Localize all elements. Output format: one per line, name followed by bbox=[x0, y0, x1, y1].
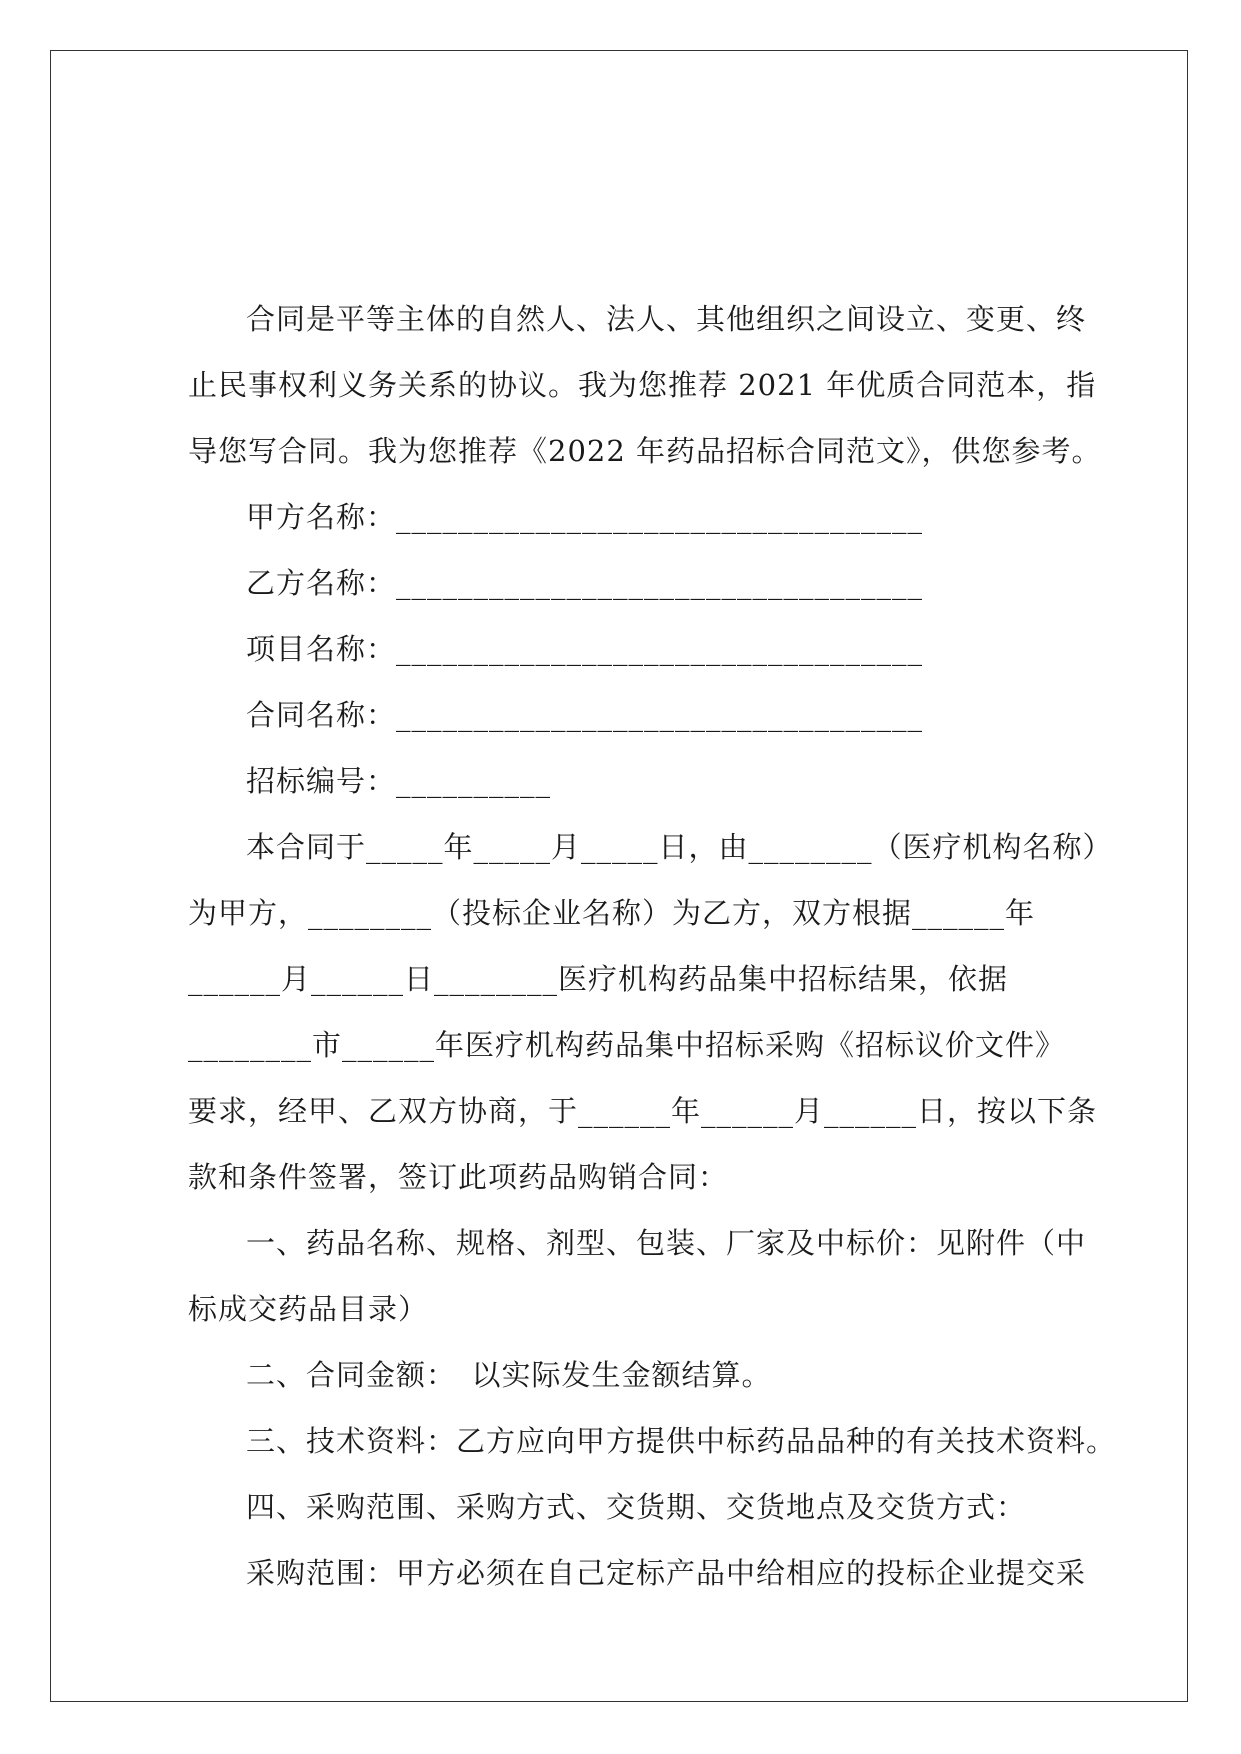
intro-line-2: 止民事权利义务关系的协议。我为您推荐 2021 年优质合同范本，指 bbox=[188, 368, 1097, 402]
clause-1-line-2: 标成交药品目录） bbox=[188, 1292, 429, 1326]
clause-1-line-1: 一、药品名称、规格、剂型、包装、厂家及中标价：见附件（中 bbox=[246, 1226, 1087, 1260]
contract-name-field: 合同名称：__________________________________ bbox=[246, 698, 924, 732]
contract-paragraph-line-5: 要求，经甲、乙双方协商，于______年______月______日，按以下条 bbox=[188, 1094, 1098, 1128]
party-a-name-field: 甲方名称：__________________________________ bbox=[246, 500, 924, 534]
intro-line-1: 合同是平等主体的自然人、法人、其他组织之间设立、变更、终 bbox=[246, 302, 1087, 336]
intro-line-3: 导您写合同。我为您推荐《2022 年药品招标合同范文》，供您参考。 bbox=[188, 434, 1102, 468]
contract-paragraph-line-6: 款和条件签署，签订此项药品购销合同： bbox=[188, 1160, 729, 1194]
contract-paragraph-line-2: 为甲方，________（投标企业名称）为乙方，双方根据______年 bbox=[188, 896, 1036, 930]
clause-4-scope: 采购范围：甲方必须在自己定标产品中给相应的投标企业提交采 bbox=[246, 1556, 1087, 1590]
contract-paragraph-line-1: 本合同于_____年_____月_____日，由________（医疗机构名称） bbox=[246, 830, 1113, 864]
contract-paragraph-line-4: ________市______年医疗机构药品集中招标采购《招标议价文件》 bbox=[188, 1028, 1066, 1062]
clause-3: 三、技术资料：乙方应向甲方提供中标药品品种的有关技术资料。 bbox=[246, 1424, 1117, 1458]
project-name-field: 项目名称：__________________________________ bbox=[246, 632, 924, 666]
bid-number-field: 招标编号：__________ bbox=[246, 764, 552, 798]
document-body bbox=[188, 286, 1117, 1606]
contract-paragraph-line-3: ______月______日________医疗机构药品集中招标结果，依据 bbox=[188, 962, 1009, 996]
party-b-name-field: 乙方名称：__________________________________ bbox=[246, 566, 924, 600]
clause-4-heading: 四、采购范围、采购方式、交货期、交货地点及交货方式： bbox=[246, 1490, 1027, 1524]
clause-2: 二、合同金额： 以实际发生金额结算。 bbox=[246, 1358, 772, 1392]
